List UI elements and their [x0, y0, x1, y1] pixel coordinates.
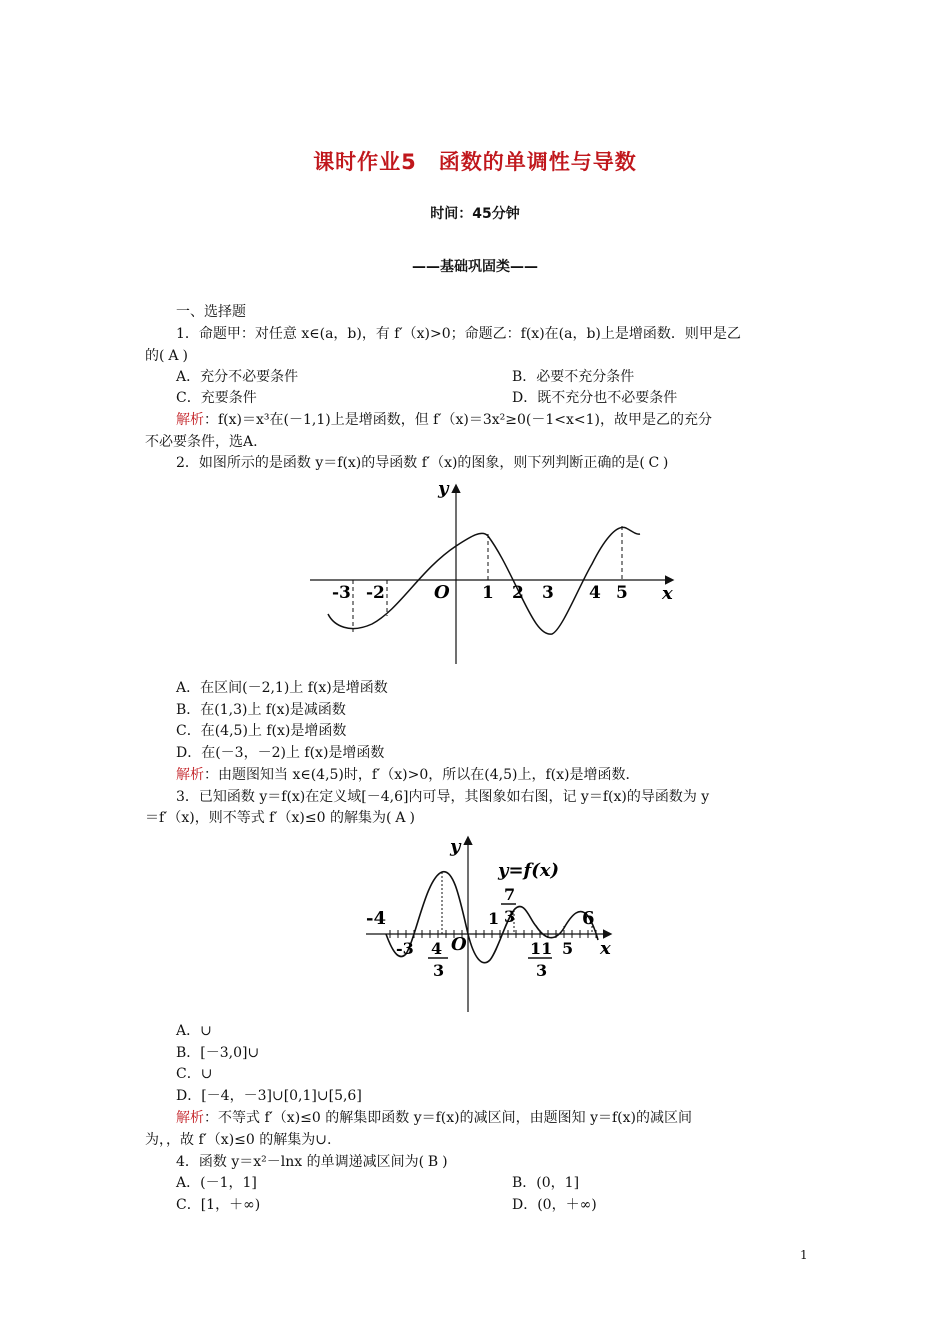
- part-heading: 一、选择题: [176, 304, 246, 320]
- section-heading: ——基础巩固类——: [412, 259, 538, 275]
- q2-option-c: C．在(4,5)上 f(x)是增函数: [176, 723, 347, 739]
- q3-analysis-line2: 为，，故 f′（x)≤0 的解集为∪.: [145, 1132, 332, 1148]
- analysis-label: 解析: [176, 767, 204, 783]
- page-number: 1: [800, 1248, 808, 1262]
- q1-answer: A: [168, 348, 179, 364]
- tick-label-neg3: -3: [396, 939, 414, 958]
- tick-label-right: 6: [582, 908, 595, 929]
- q1-analysis-line1: 解析：f(x)＝x³在(－1,1)上是增函数，但 f′（x)＝3x²≥0(－1<x<1)，故甲是乙的充分: [176, 412, 713, 428]
- time-limit: 时间：45分钟: [430, 206, 520, 222]
- frac-den: 3: [536, 961, 548, 980]
- q3-answer: A: [395, 810, 406, 826]
- analysis-label: 解析: [176, 412, 204, 428]
- q2-analysis: 解析：由题图知当 x∈(4,5)时，f′（x)>0，所以在(4,5)上，f(x)是增函数．: [176, 767, 640, 783]
- tick-label: 5: [616, 583, 628, 603]
- q3-stem-line1: 3．已知函数 y＝f(x)在定义域[－4,6]内可导，其图象如右图，记 y＝f(x)的导函数为 y: [176, 789, 710, 805]
- tick-label: 4: [589, 583, 601, 603]
- frac-den: 3: [504, 907, 516, 926]
- tick-label: 1: [482, 583, 494, 603]
- origin-label: O: [451, 934, 467, 955]
- q1-stem-line1: 1．命题甲：对任意 x∈(a，b)，有 f′（x)>0；命题乙：f(x)在(a，b)上是增函数．则甲是乙: [176, 326, 741, 342]
- frac-num: 4: [431, 939, 443, 958]
- tick-label-1: 1: [488, 909, 500, 928]
- derivative-curve: [328, 527, 640, 634]
- q3-stem-line2: ＝f′（x)，则不等式 f′（x)≤0 的解集为( A ): [145, 810, 415, 826]
- q4-answer: B: [427, 1154, 439, 1170]
- frac-num: 11: [530, 939, 553, 958]
- q3-option-c: C．∪: [176, 1066, 213, 1082]
- function-label: y=f(x): [498, 860, 560, 881]
- y-axis-label: y: [450, 836, 461, 857]
- q1-option-a: A．充分不必要条件: [176, 369, 299, 385]
- page-title: 课时作业5 函数的单调性与导数: [313, 150, 637, 174]
- q2-option-d: D．在(－3，－2)上 f(x)是增函数: [176, 745, 385, 761]
- q3-option-d: D．[－4，－3]∪[0,1]∪[5,6]: [176, 1088, 362, 1104]
- y-axis-label: y: [438, 478, 449, 499]
- q3-function-graph: [360, 830, 620, 1016]
- q4-option-c: C．[1，＋∞): [176, 1197, 261, 1213]
- q1-option-d: D．既不充分也不必要条件: [512, 390, 678, 406]
- x-axis-label: x: [600, 938, 611, 959]
- q1-analysis-line2: 不必要条件，选A.: [145, 434, 258, 450]
- tick-label: -3: [332, 583, 351, 603]
- q2-option-a: A．在区间(－2,1)上 f(x)是增函数: [176, 680, 388, 696]
- tick-label-left: -4: [366, 908, 386, 929]
- q3-option-a: A．∪: [176, 1023, 212, 1039]
- frac-den: 3: [433, 961, 445, 980]
- frac-num: 7: [504, 885, 516, 904]
- q4-stem: 4．函数 y＝x²－lnx 的单调递减区间为( B ): [176, 1154, 448, 1170]
- q1-stem-line2: 的( A ): [145, 348, 188, 364]
- origin-label: O: [434, 582, 450, 603]
- q4-option-d: D．(0，＋∞): [512, 1197, 597, 1213]
- q2-derivative-graph: [300, 474, 690, 670]
- tick-label: 3: [542, 583, 554, 603]
- q3-analysis-line1: 解析：不等式 f′（x)≤0 的解集即函数 y＝f(x)的减区间，由题图知 y＝f(x)的减区间: [176, 1110, 692, 1126]
- q2-option-b: B．在(1,3)上 f(x)是减函数: [176, 702, 346, 718]
- x-axis-label: x: [662, 583, 673, 604]
- q1-option-b: B．必要不充分条件: [512, 369, 635, 385]
- q2-answer: C: [648, 455, 660, 471]
- tick-label-5: 5: [562, 939, 574, 958]
- q1-option-c: C．充要条件: [176, 390, 257, 406]
- tick-label: 2: [512, 583, 524, 603]
- q4-option-a: A．(－1，1]: [176, 1175, 257, 1191]
- q2-stem: 2．如图所示的是函数 y＝f(x)的导函数 f′（x)的图象，则下列判断正确的是( C ): [176, 455, 669, 471]
- q4-option-b: B．(0，1]: [512, 1175, 580, 1191]
- q3-option-b: B．[－3,0]∪: [176, 1045, 260, 1061]
- analysis-label: 解析: [176, 1110, 204, 1126]
- tick-label: -2: [366, 583, 385, 603]
